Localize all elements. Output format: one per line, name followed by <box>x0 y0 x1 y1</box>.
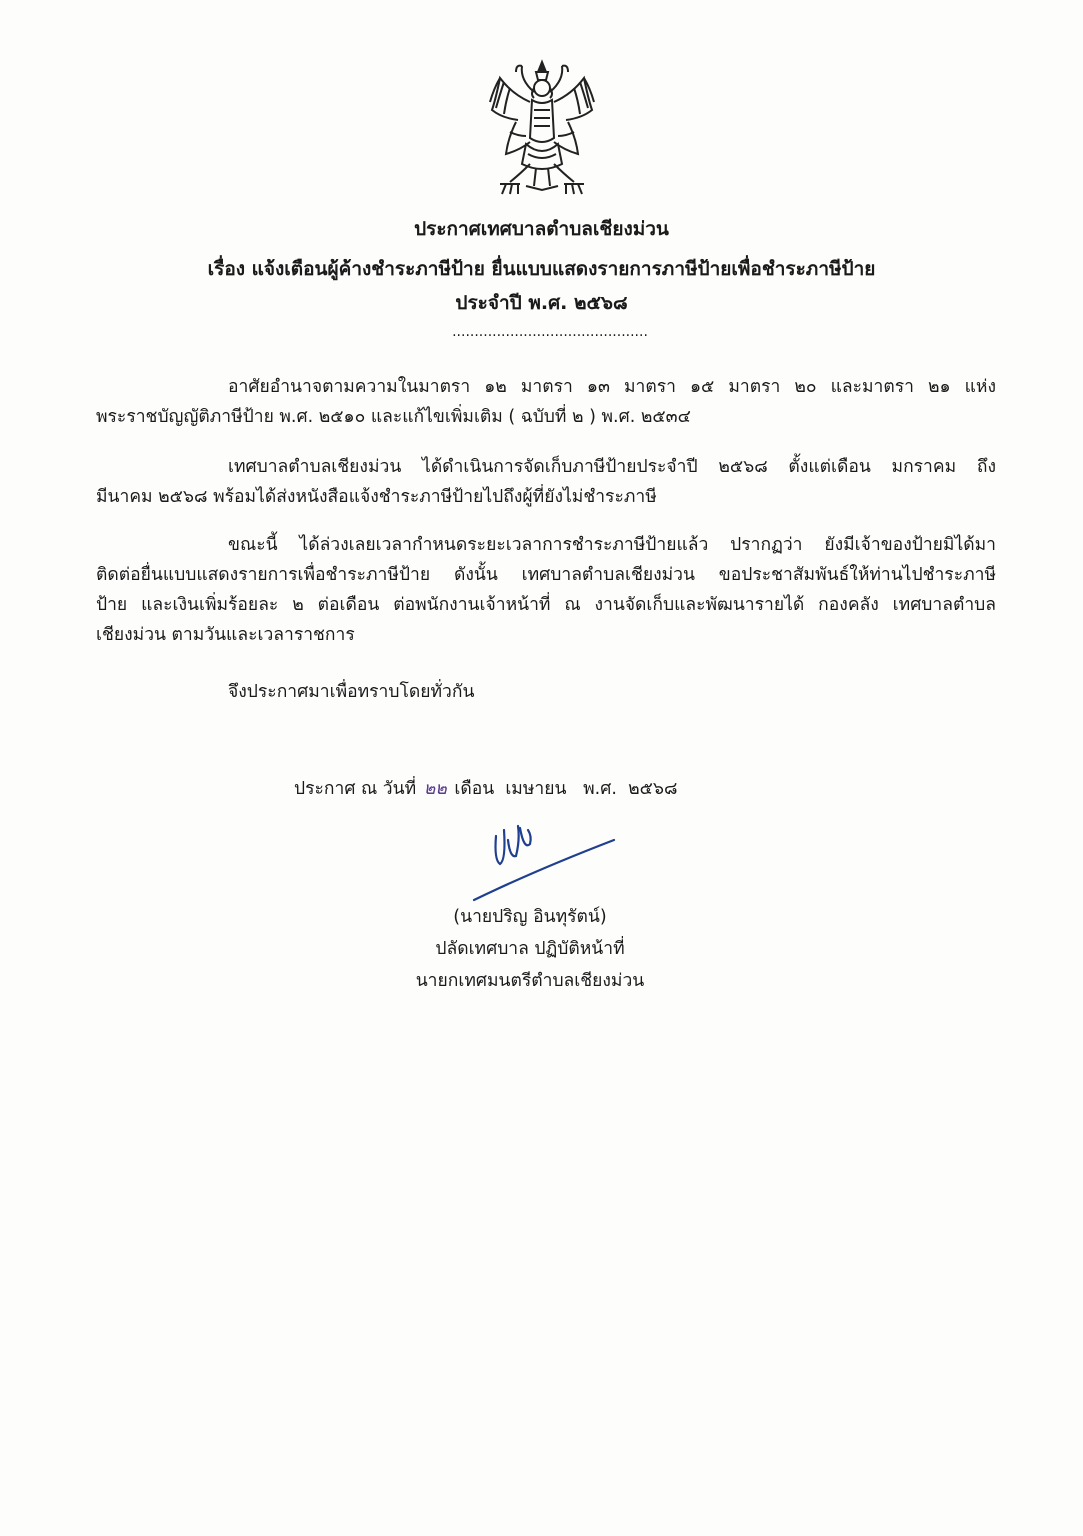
handwritten-signature-icon <box>466 800 626 910</box>
signatory-position: ปลัดเทศบาล ปฏิบัติหน้าที่ <box>435 939 625 959</box>
announcement-title: ประกาศเทศบาลตำบลเชียงม่วน <box>414 218 669 240</box>
paragraph-line: เทศบาลตำบลเชียงม่วน ได้ดำเนินการจัดเก็บภาษีป้ายประจำปี ๒๕๖๘ ตั้งแต่เดือน มกราคม ถึง <box>228 457 996 477</box>
paragraph-collection <box>96 452 996 512</box>
paragraph-line: อาศัยอำนาจตามความในมาตรา ๑๒ มาตรา ๑๓ มาตรา ๑๕ มาตรา ๒๐ และมาตรา ๒๑ แห่ง <box>228 377 996 397</box>
paragraph-line: ติดต่อยื่นแบบแสดงรายการเพื่อชำระภาษีป้าย ดังนั้น เทศบาลตำบลเชียงม่วน ขอประชาสัมพันธ์ให้ท่านไปชำระภาษี <box>96 565 996 585</box>
date-year: ๒๕๖๘ <box>628 779 678 799</box>
signatory-name: (นายปริญ อินทุรัตน์) <box>453 907 607 927</box>
paragraph-overdue-notice <box>96 530 996 650</box>
paragraph-line: พระราชบัญญัติภาษีป้าย พ.ศ. ๒๕๑๐ และแก้ไขเพิ่มเติม ( ฉบับที่ ๒ ) พ.ศ. ๒๕๓๔ <box>96 407 691 427</box>
date-month: เมษายน <box>505 779 567 799</box>
paragraph-line: มีนาคม ๒๕๖๘ พร้อมได้ส่งหนังสือแจ้งชำระภาษีป้ายไปถึงผู้ที่ยังไม่ชำระภาษี <box>96 487 657 507</box>
date-month-label: เดือน <box>454 779 495 799</box>
signatory-role: นายกเทศมนตรีตำบลเชียงม่วน <box>415 971 645 991</box>
paragraph-line: ขณะนี้ ได้ล่วงเลยเวลากำหนดระยะเวลาการชำระภาษีป้ายแล้ว ปรากฏว่า ยังมีเจ้าของป้ายมิได้มา <box>228 535 996 555</box>
garuda-emblem-icon <box>486 58 598 200</box>
paragraph-closing <box>96 677 996 707</box>
announcement-subject: เรื่อง แจ้งเตือนผู้ค้างชำระภาษีป้าย ยื่นแบบแสดงรายการภาษีป้ายเพื่อชำระภาษีป้าย <box>207 258 876 280</box>
dotted-divider: ............................................ <box>452 324 648 340</box>
date-prefix: ประกาศ ณ วันที่ <box>294 779 417 799</box>
paragraph-line: จึงประกาศมาเพื่อทราบโดยทั่วกัน <box>228 682 475 702</box>
paragraph-line: เชียงม่วน ตามวันและเวลาราชการ <box>96 625 355 645</box>
paragraph-line: ป้าย และเงินเพิ่มร้อยละ ๒ ต่อเดือน ต่อพนักงานเจ้าหน้าที่ ณ งานจัดเก็บและพัฒนารายได้ กองคลัง เทศบาลตำบล <box>96 595 996 615</box>
date-year-label: พ.ศ. <box>583 779 617 799</box>
date-day-handwritten: ๒๒ <box>423 779 447 799</box>
paragraph-legal-basis <box>96 372 996 432</box>
announcement-year: ประจำปี พ.ศ. ๒๕๖๘ <box>455 292 628 314</box>
